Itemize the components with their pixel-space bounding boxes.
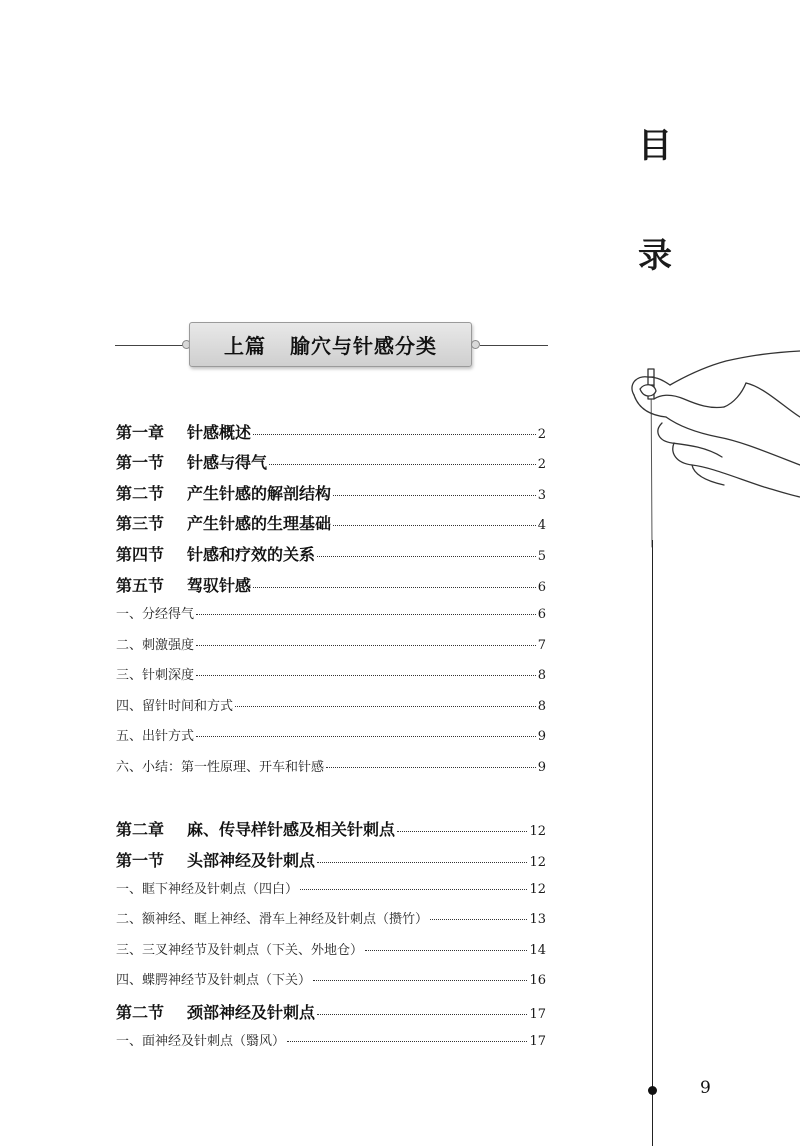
toc-entry[interactable]	[116, 939, 546, 958]
page-marker-dot	[648, 1086, 657, 1095]
toc-title-char-1: 目	[638, 126, 672, 166]
toc-entry-page: 9	[537, 760, 546, 775]
toc-entry-page: 14	[529, 943, 546, 958]
part-header	[189, 322, 472, 367]
toc-entry[interactable]	[116, 634, 546, 653]
toc-entry[interactable]	[116, 848, 546, 871]
toc-entry-title: 一、分经得气	[116, 607, 195, 622]
toc-entry-title: 六、小结：第一性原理、开车和针感	[116, 760, 325, 775]
toc-entry-title: 二、额神经、眶上神经、滑车上神经及针刺点（攒竹）	[116, 912, 429, 927]
toc-entry-label: 第二节	[116, 484, 165, 503]
toc-entry-page: 17	[529, 1034, 546, 1049]
toc-entry[interactable]	[116, 420, 546, 443]
toc-entry-page: 13	[529, 912, 546, 927]
toc-entry-page: 7	[537, 638, 546, 653]
toc-leader-dots	[196, 614, 536, 615]
toc-entry-label: 第三节	[116, 514, 165, 533]
toc-entry-page: 2	[537, 457, 546, 472]
toc-entry-page: 5	[537, 549, 546, 564]
toc-entry-title: 头部神经及针刺点	[187, 851, 316, 870]
toc-entry[interactable]	[116, 573, 546, 596]
toc-entry[interactable]	[116, 908, 546, 927]
toc-entry[interactable]	[116, 450, 546, 473]
toc-entry-title: 一、面神经及针刺点（翳风）	[116, 1034, 286, 1049]
toc-leader-dots	[235, 706, 536, 707]
toc-leader-dots	[300, 889, 527, 890]
toc-leader-dots	[397, 831, 527, 832]
toc-entry-title: 三、三叉神经节及针刺点（下关、外地仓）	[116, 943, 364, 958]
toc-entry-title: 颈部神经及针刺点	[187, 1003, 316, 1022]
toc-leader-dots	[317, 1014, 527, 1015]
toc-entry-page: 6	[537, 607, 546, 622]
toc-entry-page: 3	[537, 488, 546, 503]
toc-title-char-2: 录	[638, 236, 672, 276]
toc-leader-dots	[333, 525, 536, 526]
toc-entry-page: 8	[537, 668, 546, 683]
toc-entry[interactable]	[116, 481, 546, 504]
toc-entry-page: 9	[537, 729, 546, 744]
toc-entry-page: 6	[537, 580, 546, 595]
toc-entry-title: 产生针感的生理基础	[187, 514, 332, 533]
toc-entry-title: 驾驭针感	[187, 576, 252, 595]
toc-entry[interactable]	[116, 1000, 546, 1023]
part-title: 腧穴与针感分类	[290, 334, 437, 358]
toc-entry-title: 一、眶下神经及针刺点（四白）	[116, 882, 299, 897]
part-header-left-rule	[115, 345, 183, 346]
hand-holding-needle-illustration	[614, 347, 800, 555]
toc-entry-title: 三、针刺深度	[116, 668, 195, 683]
toc-entry-page: 8	[537, 699, 546, 714]
toc-entry[interactable]	[116, 725, 546, 744]
toc-leader-dots	[287, 1041, 527, 1042]
toc-entry-title: 二、刺激强度	[116, 638, 195, 653]
toc-entry-page: 12	[529, 882, 546, 897]
toc-title	[632, 118, 678, 277]
part-header-right-dot	[471, 340, 480, 349]
toc-entry[interactable]	[116, 756, 546, 775]
toc-entry-page: 2	[537, 427, 546, 442]
toc-entry[interactable]	[116, 695, 546, 714]
toc-entry-page: 4	[537, 518, 546, 533]
toc-leader-dots	[269, 464, 536, 465]
page-number: 9	[700, 1078, 711, 1098]
toc-entry-page: 16	[529, 973, 546, 988]
toc-entry[interactable]	[116, 1030, 546, 1049]
toc-entry-title: 五、出针方式	[116, 729, 195, 744]
toc-leader-dots	[253, 434, 536, 435]
toc-entry-label: 第二节	[116, 1003, 165, 1022]
toc-leader-dots	[196, 645, 536, 646]
toc-entry-label: 第五节	[116, 576, 165, 595]
toc-leader-dots	[253, 587, 536, 588]
toc-entry[interactable]	[116, 817, 546, 840]
toc-leader-dots	[430, 919, 527, 920]
toc-entry-title: 针感和疗效的关系	[187, 545, 316, 564]
toc-entry-label: 第一节	[116, 851, 165, 870]
toc-entry-title: 四、留针时间和方式	[116, 699, 234, 714]
toc-entry-page: 17	[529, 1007, 546, 1022]
toc-entry-title: 麻、传导样针感及相关针刺点	[187, 820, 396, 839]
toc-leader-dots	[317, 862, 527, 863]
toc-entry[interactable]	[116, 664, 546, 683]
toc-entry-label: 第四节	[116, 545, 165, 564]
toc-entry-page: 12	[529, 855, 546, 870]
toc-leader-dots	[317, 556, 536, 557]
toc-leader-dots	[196, 675, 536, 676]
right-vertical-rule	[652, 540, 653, 1146]
toc-entry[interactable]	[116, 511, 546, 534]
toc-entry-label: 第二章	[116, 820, 165, 839]
toc-leader-dots	[365, 950, 527, 951]
part-label: 上篇	[224, 334, 266, 358]
toc-entry-title: 产生针感的解剖结构	[187, 484, 332, 503]
toc-entry-label: 第一节	[116, 453, 165, 472]
toc-leader-dots	[333, 495, 536, 496]
toc-leader-dots	[326, 767, 536, 768]
toc-entry-title: 针感概述	[187, 423, 252, 442]
toc-entry-label: 第一章	[116, 423, 165, 442]
toc-entry-title: 针感与得气	[187, 453, 268, 472]
toc-entry-page: 12	[529, 824, 546, 839]
toc-entry[interactable]	[116, 878, 546, 897]
part-header-right-rule	[480, 345, 548, 346]
toc-leader-dots	[196, 736, 536, 737]
toc-entry[interactable]	[116, 969, 546, 988]
toc-leader-dots	[313, 980, 527, 981]
toc-entry-title: 四、蝶腭神经节及针刺点（下关）	[116, 973, 312, 988]
toc-entry[interactable]	[116, 603, 546, 622]
toc-entry[interactable]	[116, 542, 546, 565]
